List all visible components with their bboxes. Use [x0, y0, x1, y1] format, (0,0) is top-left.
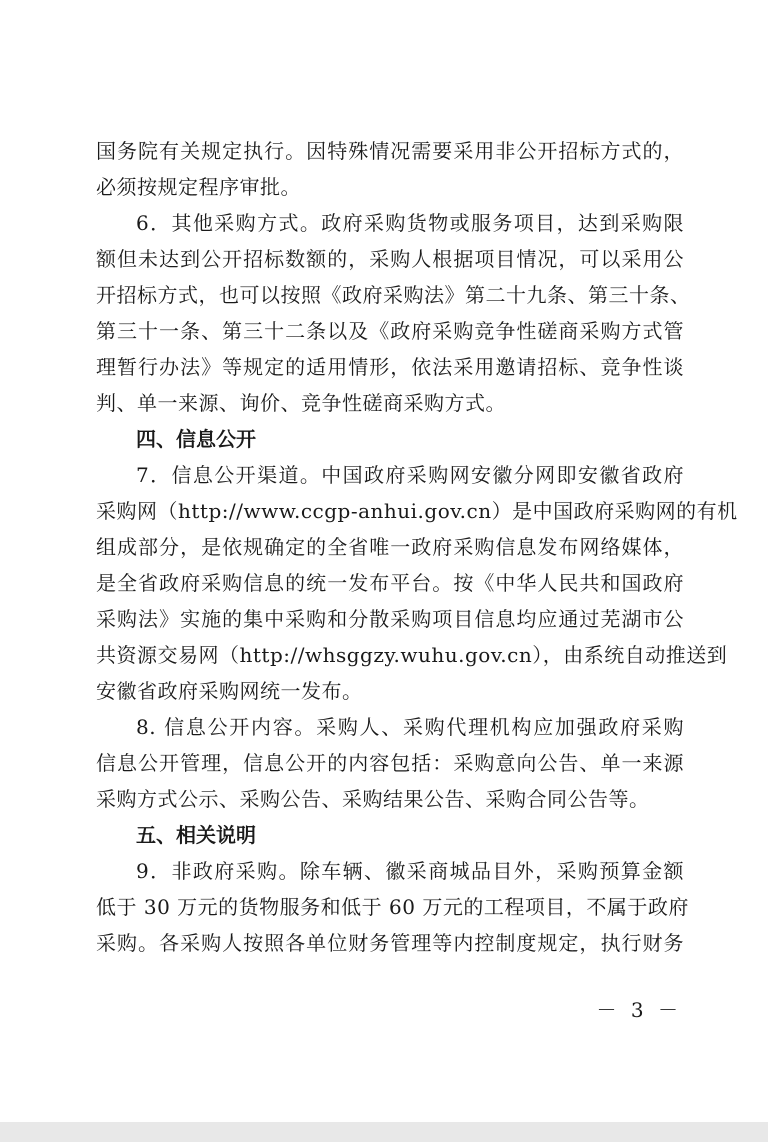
paragraph-line: 9．非政府采购。除车辆、徽采商城品目外，采购预算金额: [136, 859, 684, 883]
paragraph-line: 6．其他采购方式。政府采购货物或服务项目，达到采购限: [136, 211, 684, 235]
paragraph-line: 信息公开管理，信息公开的内容包括：采购意向公告、单一来源: [96, 751, 684, 775]
paragraph-line: 共资源交易网（http://whsggzy.wuhu.gov.cn），由系统自动推送到: [96, 643, 728, 667]
paragraph-line: 低于 30 万元的货物服务和低于 60 万元的工程项目，不属于政府: [96, 895, 689, 919]
paragraph-line: 理暂行办法》等规定的适用情形，依法采用邀请招标、竞争性谈: [96, 355, 684, 379]
section-heading: 四、信息公开: [136, 427, 256, 451]
paragraph-line: 采购方式公示、采购公告、采购结果公告、采购合同公告等。: [96, 787, 650, 811]
paragraph-line: 国务院有关规定执行。因特殊情况需要采用非公开招标方式的，: [96, 139, 684, 163]
paragraph-line: 额但未达到公开招标数额的，采购人根据项目情况，可以采用公: [96, 247, 684, 271]
paragraph-line: 第三十一条、第三十二条以及《政府采购竞争性磋商采购方式管: [96, 319, 684, 343]
paragraph-line: 采购网（http://www.ccgp-anhui.gov.cn）是中国政府采购网的有机: [96, 499, 738, 523]
paragraph-line: 7．信息公开渠道。中国政府采购网安徽分网即安徽省政府: [136, 463, 684, 487]
section-heading: 五、相关说明: [136, 823, 256, 847]
paragraph-line: 安徽省政府采购网统一发布。: [96, 679, 363, 703]
paragraph-line: 必须按规定程序审批。: [96, 175, 301, 199]
paragraph-line: 判、单一来源、询价、竞争性磋商采购方式。: [96, 391, 506, 415]
paragraph-line: 组成部分，是依规确定的全省唯一政府采购信息发布网络媒体，: [96, 535, 684, 559]
paragraph-line: 是全省政府采购信息的统一发布平台。按《中华人民共和国政府: [96, 571, 684, 595]
page-number: － 3 －: [596, 998, 682, 1022]
paragraph-line: 采购法》实施的集中采购和分散采购项目信息均应通过芜湖市公: [96, 607, 684, 631]
viewer-bottom-bar: [0, 1122, 768, 1142]
paragraph-line: 开招标方式，也可以按照《政府采购法》第二十九条、第三十条、: [96, 283, 691, 307]
paragraph-line: 采购。各采购人按照各单位财务管理等内控制度规定，执行财务: [96, 931, 684, 955]
paragraph-line: 8. 信息公开内容。采购人、采购代理机构应加强政府采购: [136, 715, 684, 739]
document-body: [96, 133, 738, 961]
